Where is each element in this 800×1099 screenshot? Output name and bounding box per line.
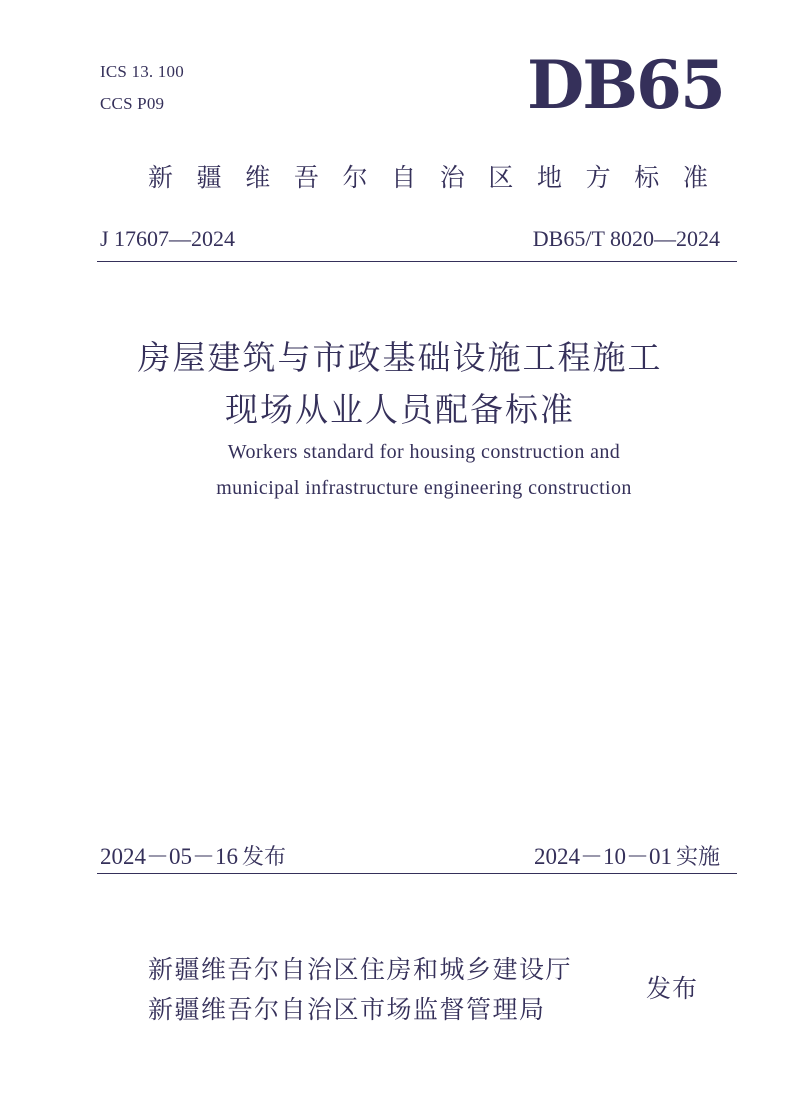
issue-date: 2024－05－16	[100, 844, 238, 869]
standard-type-char: 吾	[293, 163, 319, 192]
standard-type-char: 维	[245, 163, 271, 192]
standard-type-char: 疆	[196, 163, 222, 192]
ics-code: ICS 13. 100	[100, 62, 184, 81]
standard-type-char: 治	[439, 163, 465, 192]
standard-number: DB65/T 8020—2024	[532, 226, 720, 251]
standard-type-char: 标	[634, 163, 660, 192]
standard-type-char: 地	[537, 163, 563, 192]
standard-type-char: 自	[391, 163, 417, 192]
standard-type-char: 尔	[342, 163, 368, 192]
standard-type-heading	[148, 158, 708, 194]
effective-date-block	[534, 838, 720, 871]
title-zh-line1: 房屋建筑与市政基础设施工程施工	[137, 338, 663, 377]
issue-label: 发布	[242, 845, 287, 870]
publish-action: 发布	[646, 974, 699, 1003]
ccs-code: CCS P09	[100, 94, 165, 113]
standard-type-char: 方	[585, 163, 611, 192]
title-en-line2: municipal infrastructure engineering construction	[216, 477, 632, 499]
publisher-housing-dept: 新疆维吾尔自治区住房和城乡建设厅	[148, 955, 573, 984]
top-divider	[97, 261, 737, 262]
standard-type-char: 准	[682, 163, 708, 192]
bottom-divider	[97, 873, 737, 874]
publisher-market-bureau: 新疆维吾尔自治区市场监督管理局	[148, 995, 546, 1024]
issue-date-block	[100, 838, 286, 871]
effective-date: 2024－10－01	[533, 844, 672, 869]
standard-type-char: 新	[148, 163, 174, 192]
db65-logo: DB65	[527, 46, 724, 124]
title-zh-line2: 现场从业人员配备标准	[225, 390, 575, 429]
title-en-line1: Workers standard for housing construction and	[227, 441, 621, 463]
effective-label: 实施	[675, 845, 720, 870]
record-number: J 17607—2024	[100, 226, 236, 251]
standard-type-char: 区	[488, 163, 514, 192]
